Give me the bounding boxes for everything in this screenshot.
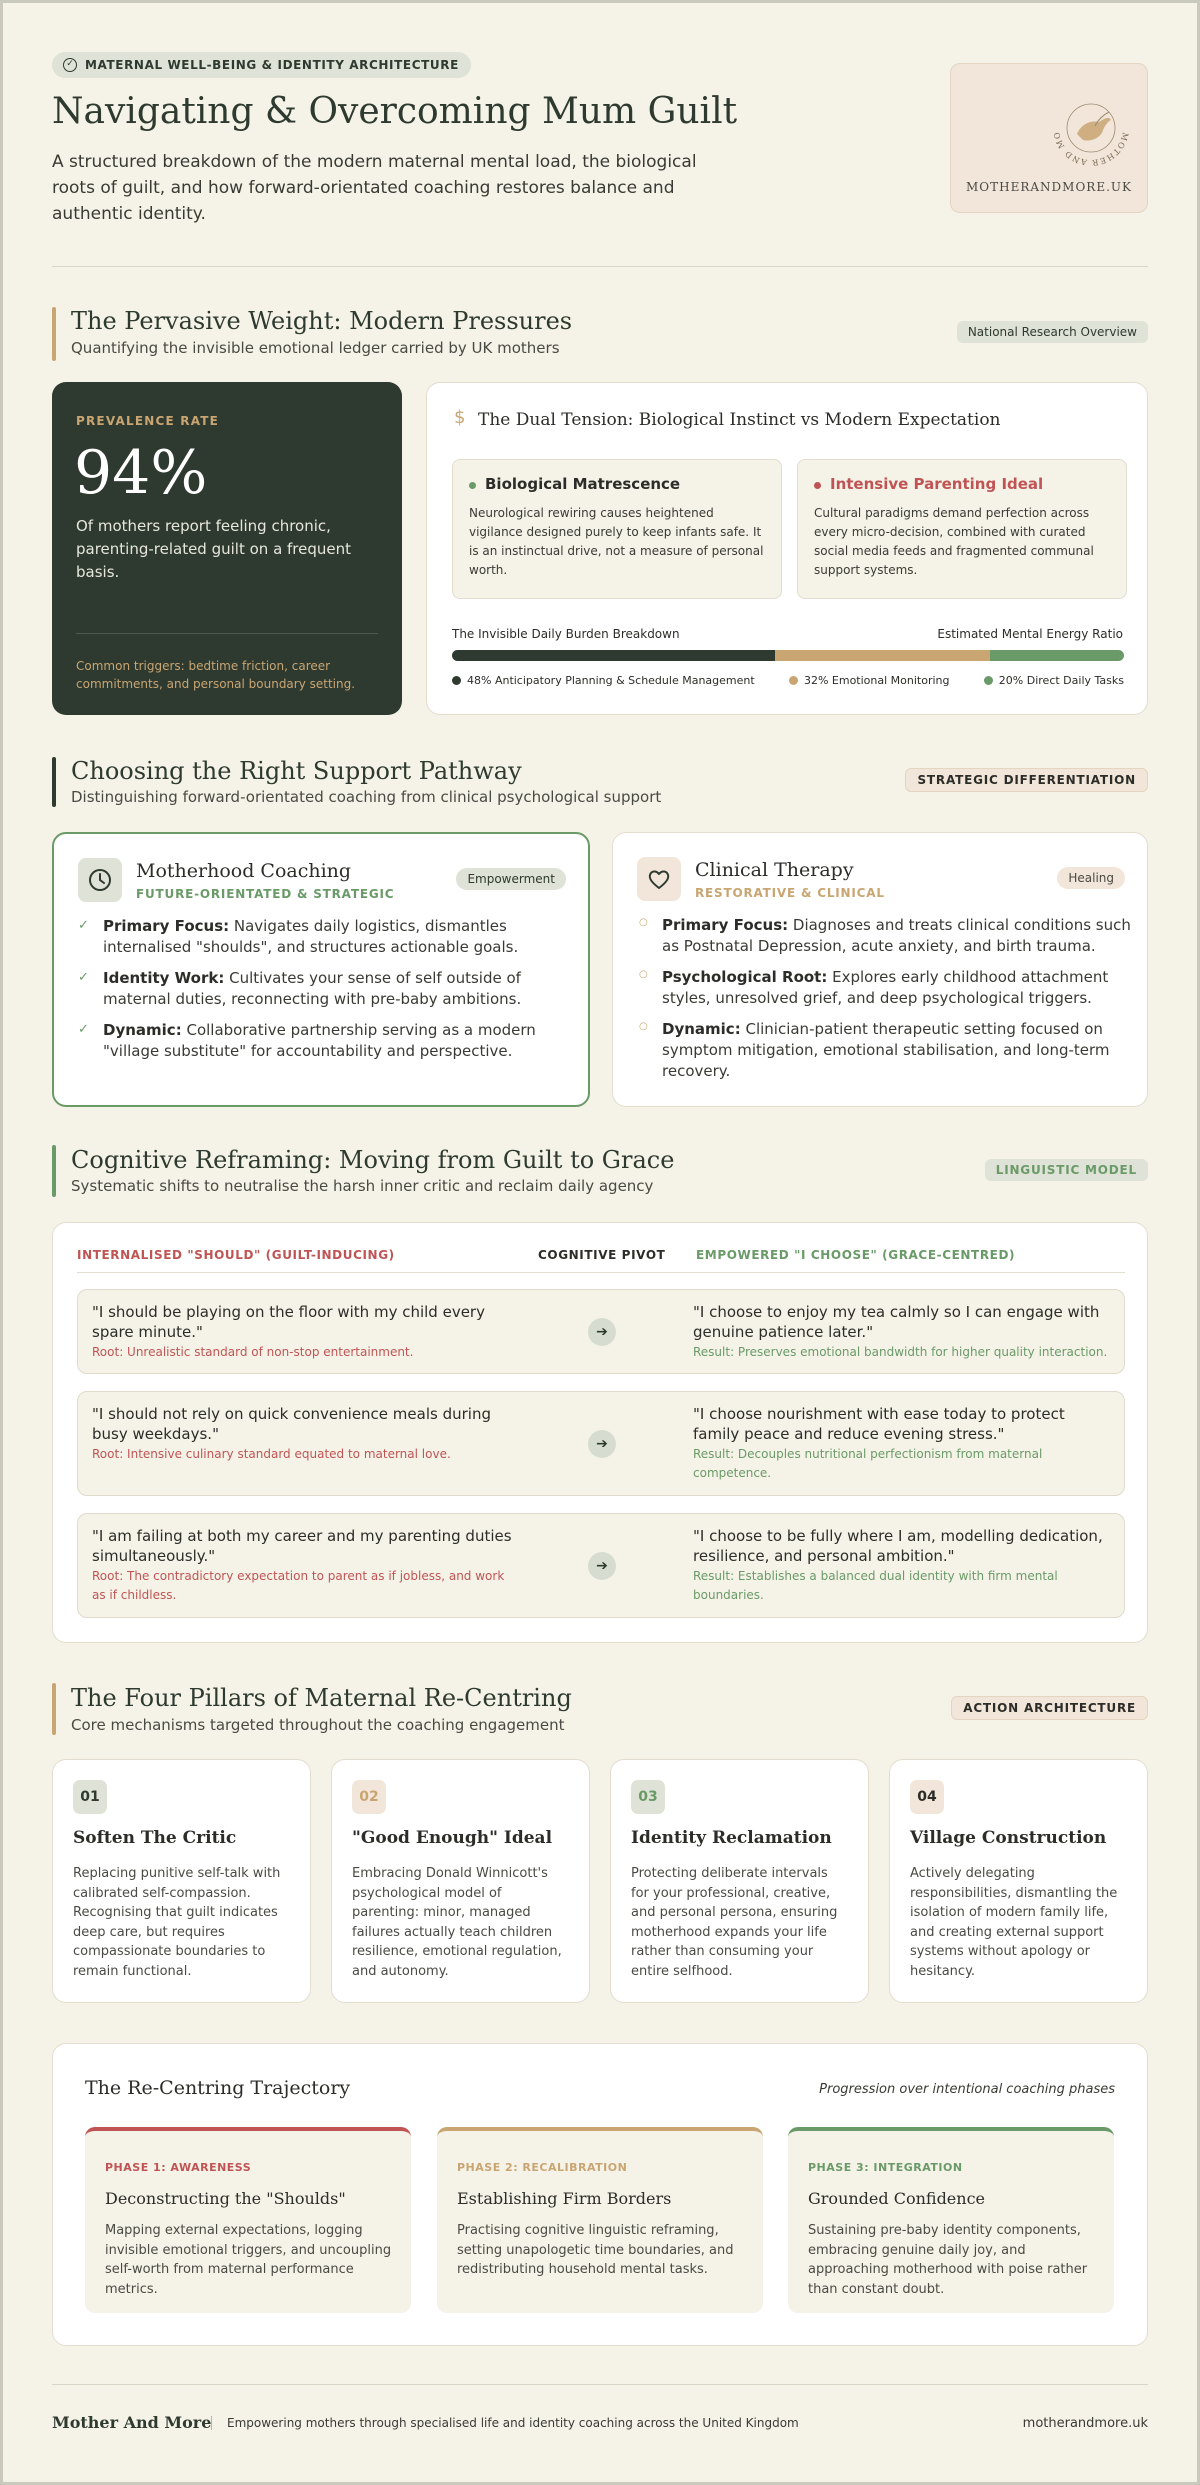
- coaching-subtitle: FUTURE-ORIENTATED & STRATEGIC: [136, 887, 395, 901]
- header-badge-label: MATERNAL WELL-BEING & IDENTITY ARCHITECTURE: [85, 58, 459, 72]
- logo-card: [950, 63, 1148, 213]
- trajectory-title: The Re-Centring Trajectory: [85, 2077, 351, 2099]
- pillar-number: 03: [631, 1780, 665, 1814]
- burden-legend-item: [452, 674, 755, 687]
- footer-separator: [211, 2416, 212, 2430]
- legend-label: 32% Emotional Monitoring: [803, 674, 950, 687]
- phase-label: PHASE 3: INTEGRATION: [808, 2161, 963, 2174]
- pillar-desc: Replacing punitive self-talk with calibrated self-compassion. Recognising that guilt indicates deep care, but requires compassionate boundaries to remain functional.: [73, 1866, 281, 1979]
- col-header-choose: EMPOWERED "I CHOOSE" (GRACE-CENTRED): [696, 1248, 1016, 1262]
- burden-segment: [452, 650, 775, 661]
- section-bar: [52, 307, 56, 361]
- prevalence-desc: Of mothers report feeling chronic, parenting-related guilt on a frequent basis.: [76, 517, 352, 581]
- page-intro: A structured breakdown of the modern maternal mental load, the biological roots of guilt, and how forward-orientated coaching restores balance and authentic identity.: [52, 152, 697, 224]
- check-icon: ✓: [78, 970, 89, 985]
- burden-segment: [990, 650, 1124, 661]
- heart-icon: [637, 857, 681, 901]
- coaching-card: [52, 832, 590, 1107]
- section-tag-pathway: STRATEGIC DIFFERENTIATION: [905, 768, 1148, 792]
- phase-desc: Practising cognitive linguistic reframing, setting unapologetic time boundaries, and redistributing household mental tasks.: [457, 2223, 734, 2277]
- pillar-number: 01: [73, 1780, 107, 1814]
- bio-desc: Neurological rewiring causes heightened vigilance designed purely to keep infants safe. It is an instinctual drive, not a measure of personal worth.: [469, 506, 764, 577]
- check-circle-icon: ✓: [63, 58, 77, 72]
- section-bar: [52, 1683, 56, 1735]
- prevalence-value: 94%: [74, 438, 208, 508]
- phase-card: [437, 2127, 763, 2313]
- circle-icon: ○: [639, 969, 648, 980]
- reframe-row: [77, 1391, 1125, 1496]
- pillar-title: Soften The Critic: [73, 1828, 237, 1848]
- pillar-desc: Protecting deliberate intervals for your professional, creative, and personal persona, ensuring motherhood expands your life rather than consuming your entire selfhood.: [631, 1866, 838, 1979]
- pillar-card: [610, 1759, 869, 2003]
- section-subtitle-pillars: Core mechanisms targeted throughout the coaching engagement: [71, 1716, 565, 1734]
- header-divider: [52, 266, 1148, 267]
- should-root: Root: Unrealistic standard of non-stop entertainment.: [92, 1345, 414, 1359]
- phase-label: PHASE 2: RECALIBRATION: [457, 2161, 628, 2174]
- tension-card: [426, 382, 1148, 715]
- burden-legend: [452, 674, 1124, 687]
- pillar-number: 04: [910, 1780, 944, 1814]
- therapy-card: [612, 832, 1148, 1107]
- bio-title: Biological Matrescence: [485, 475, 681, 493]
- coaching-title: Motherhood Coaching: [136, 860, 352, 882]
- therapy-badge: Healing: [1057, 867, 1125, 889]
- bio-dot: [469, 482, 476, 489]
- phase-label: PHASE 1: AWARENESS: [105, 2161, 252, 2174]
- therapy-item: Dynamic: Clinician-patient therapeutic setting focused on symptom mitigation, emotional stabilisation, and long-term recovery.: [662, 1020, 1110, 1080]
- reframe-row: [77, 1513, 1125, 1618]
- legend-label: 20% Direct Daily Tasks: [998, 674, 1124, 687]
- section-bar: [52, 757, 56, 807]
- pound-icon: $: [454, 407, 466, 428]
- trajectory-note: Progression over intentional coaching phases: [819, 2082, 1115, 2097]
- pillar-title: Identity Reclamation: [631, 1828, 832, 1848]
- arrow-right-icon: ➔: [588, 1318, 616, 1346]
- ratio-label: Estimated Mental Energy Ratio: [937, 627, 1123, 641]
- should-text: "I should be playing on the floor with my child every spare minute.": [92, 1303, 485, 1341]
- section-tag-pillars: ACTION ARCHITECTURE: [951, 1696, 1148, 1720]
- burden-label: The Invisible Daily Burden Breakdown: [452, 627, 680, 641]
- col-header-pivot: COGNITIVE PIVOT: [538, 1248, 666, 1262]
- prevalence-note: Common triggers: bedtime friction, career commitments, and personal boundary setting.: [76, 659, 356, 691]
- pillar-number: 02: [352, 1780, 386, 1814]
- section-subtitle-reframing: Systematic shifts to neutralise the harsh inner critic and reclaim daily agency: [71, 1177, 654, 1195]
- burden-legend-item: [984, 674, 1124, 687]
- header-badge: [52, 52, 471, 78]
- therapy-title: Clinical Therapy: [695, 859, 854, 881]
- pillar-title: Village Construction: [910, 1828, 1107, 1848]
- should-root: Root: The contradictory expectation to parent as if jobless, and work as if childless.: [92, 1569, 505, 1602]
- phase-desc: Mapping external expectations, logging invisible emotional triggers, and uncoupling self-worth from maternal performance metrics.: [105, 2223, 392, 2297]
- section-subtitle-pathway: Distinguishing forward-orientated coaching from clinical psychological support: [71, 788, 662, 806]
- pillar-desc: Embracing Donald Winnicott's psychological model of parenting: minor, managed failures actually teach children resilience, emotional regulation, and autonomy.: [352, 1866, 562, 1979]
- choose-text: "I choose to be fully where I am, modelling dedication, resilience, and personal ambition.": [693, 1527, 1103, 1565]
- circle-icon: ○: [639, 1021, 648, 1032]
- arrow-right-icon: ➔: [588, 1552, 616, 1580]
- tension-title: The Dual Tension: Biological Instinct vs Modern Expectation: [478, 410, 1001, 430]
- arrow-right-icon: ➔: [588, 1430, 616, 1458]
- phase-desc: Sustaining pre-baby identity components, embracing genuine daily joy, and approaching motherhood with poise rather than constant doubt.: [808, 2223, 1088, 2297]
- pillar-card: [52, 1759, 311, 2003]
- page: [3, 3, 1197, 2482]
- footer-divider: [52, 2384, 1148, 2385]
- phase-title: Deconstructing the "Shoulds": [105, 2189, 346, 2208]
- coaching-item: Primary Focus: Navigates daily logistics, dismantles internalised "shoulds", and structures actionable goals.: [103, 917, 519, 956]
- legend-dot: [984, 676, 993, 685]
- phase-title: Grounded Confidence: [808, 2189, 986, 2208]
- footer-link[interactable]: motherandmore.uk: [1022, 2416, 1148, 2431]
- ideal-title: Intensive Parenting Ideal: [830, 475, 1044, 493]
- logo-bird-icon: [1051, 88, 1131, 168]
- pillar-card: [331, 1759, 590, 2003]
- legend-dot: [452, 676, 461, 685]
- legend-dot: [789, 676, 798, 685]
- section-title-pressures: The Pervasive Weight: Modern Pressures: [71, 307, 573, 335]
- coaching-item: Identity Work: Cultivates your sense of self outside of maternal duties, reconnecting with pre-baby ambitions.: [103, 969, 522, 1008]
- therapy-subtitle: RESTORATIVE & CLINICAL: [695, 886, 885, 900]
- section-subtitle-pressures: Quantifying the invisible emotional ledger carried by UK mothers: [71, 339, 560, 357]
- section-tag-reframing: LINGUISTIC MODEL: [985, 1159, 1148, 1181]
- should-root: Root: Intensive culinary standard equated to maternal love.: [92, 1447, 451, 1461]
- pillar-title: "Good Enough" Ideal: [352, 1828, 553, 1848]
- phase-title: Establishing Firm Borders: [457, 2189, 672, 2208]
- should-text: "I should not rely on quick convenience meals during busy weekdays.": [92, 1405, 491, 1443]
- section-title-reframing: Cognitive Reframing: Moving from Guilt to Grace: [71, 1146, 675, 1174]
- prevalence-divider: [76, 633, 378, 634]
- footer-brand: Mother And More: [52, 2413, 212, 2432]
- check-icon: ✓: [78, 1022, 89, 1037]
- bio-box: [452, 459, 782, 599]
- coaching-badge: Empowerment: [456, 868, 566, 890]
- pillar-card: [889, 1759, 1148, 2003]
- footer-tagline: Empowering mothers through specialised life and identity coaching across the United Kingdom: [227, 2416, 799, 2430]
- coaching-item: Dynamic: Collaborative partnership serving as a modern "village substitute" for accountability and perspective.: [103, 1021, 536, 1060]
- burden-legend-item: [789, 674, 950, 687]
- circle-icon: ○: [639, 917, 648, 928]
- header-divider: [77, 1272, 1125, 1273]
- choose-result: Result: Preserves emotional bandwidth for higher quality interaction.: [693, 1345, 1108, 1359]
- choose-text: "I choose to enjoy my tea calmly so I can engage with genuine patience later.": [693, 1303, 1100, 1341]
- choose-result: Result: Decouples nutritional perfectionism from maternal competence.: [693, 1447, 1043, 1480]
- section-tag-pressures: National Research Overview: [957, 321, 1148, 343]
- page-title: Navigating & Overcoming Mum Guilt: [52, 91, 738, 132]
- therapy-item: Psychological Root: Explores early childhood attachment styles, unresolved grief, and deep psychological triggers.: [662, 968, 1109, 1007]
- phase-card: [85, 2127, 411, 2313]
- clock-icon: [78, 858, 122, 902]
- therapy-item: Primary Focus: Diagnoses and treats clinical conditions such as Postnatal Depression, acute anxiety, and birth trauma.: [662, 916, 1131, 955]
- choose-text: "I choose nourishment with ease today to protect family peace and reduce evening stress.": [693, 1405, 1065, 1443]
- choose-result: Result: Establishes a balanced dual identity with firm mental boundaries.: [693, 1569, 1058, 1602]
- section-title-pathway: Choosing the Right Support Pathway: [71, 757, 522, 785]
- prevalence-card: [52, 382, 402, 715]
- svg-text:MOTHER AND MORE: MOTHER AND MO: [1052, 130, 1130, 168]
- ideal-desc: Cultural paradigms demand perfection across every micro-decision, combined with curated social media feeds and fragmented communal support systems.: [814, 506, 1094, 577]
- col-header-should: INTERNALISED "SHOULD" (GUILT-INDUCING): [77, 1248, 395, 1262]
- logo-emblem: [1051, 88, 1131, 168]
- burden-segment: [775, 650, 990, 661]
- check-icon: ✓: [78, 918, 89, 933]
- section-title-pillars: The Four Pillars of Maternal Re-Centring: [71, 1684, 572, 1712]
- logo-url: MOTHERANDMORE.UK: [966, 180, 1132, 194]
- section-bar: [52, 1145, 56, 1197]
- ideal-dot: [814, 482, 821, 489]
- reframe-row: [77, 1289, 1125, 1374]
- ideal-box: [797, 459, 1127, 599]
- phase-card: [788, 2127, 1114, 2313]
- prevalence-label: PREVALENCE RATE: [76, 414, 220, 428]
- legend-label: 48% Anticipatory Planning & Schedule Management: [467, 674, 755, 687]
- pillar-desc: Actively delegating responsibilities, dismantling the isolation of modern family life, and creating external support systems without apology or hesitancy.: [910, 1866, 1118, 1979]
- should-text: "I am failing at both my career and my parenting duties simultaneously.": [92, 1527, 512, 1565]
- burden-bar: [452, 650, 1124, 661]
